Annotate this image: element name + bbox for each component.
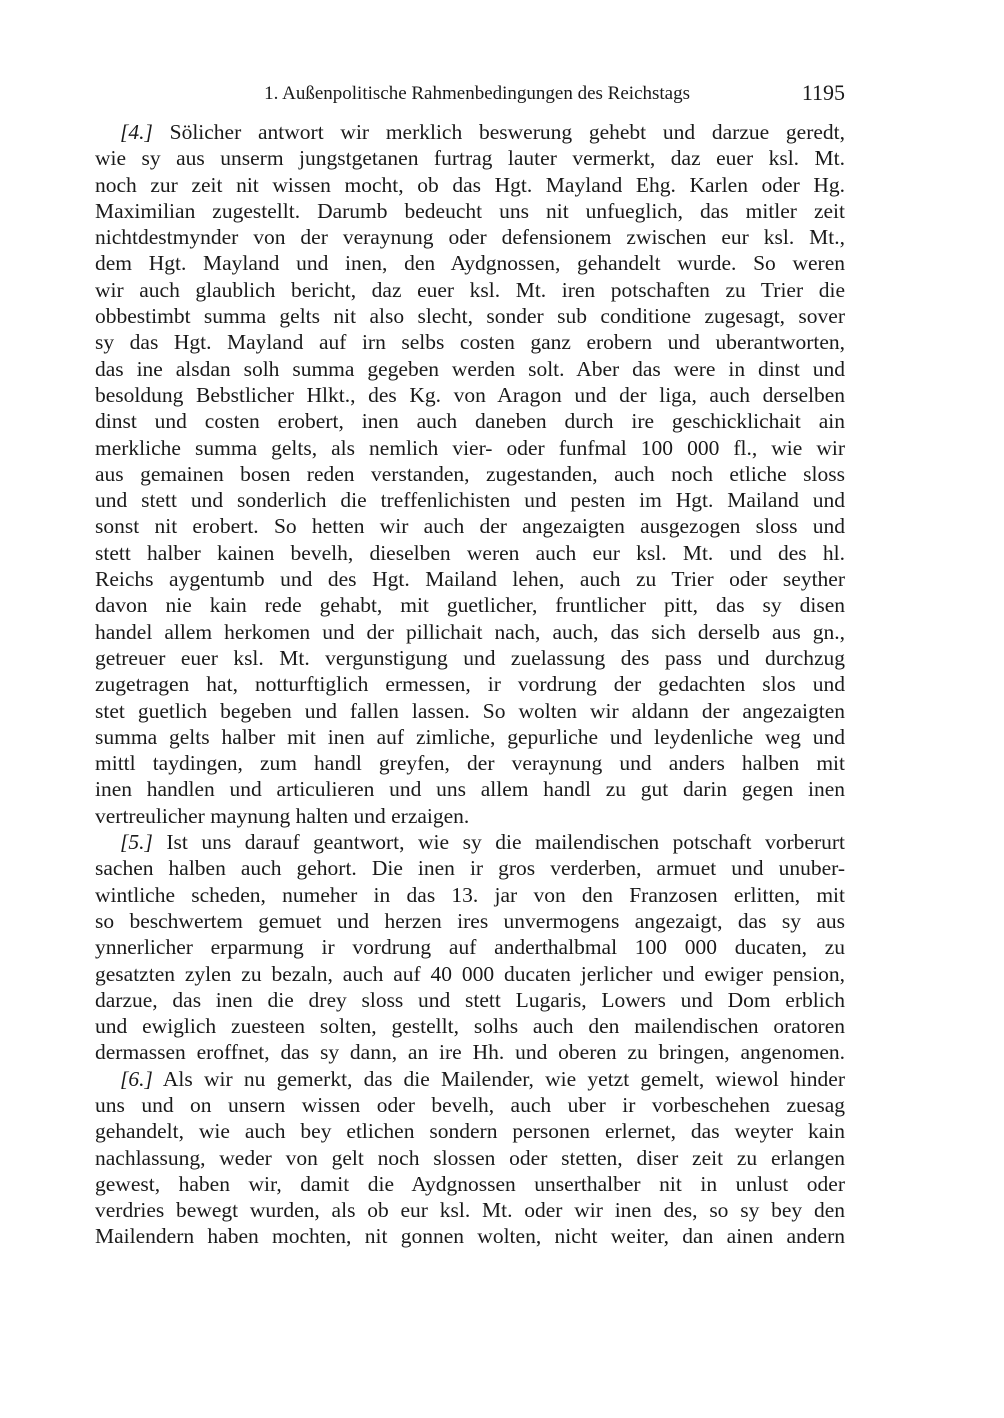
text-line: stet guetlich begeben und fallen lassen. So wolten wir aldann der angezaigten — [95, 698, 845, 723]
text-line: so beschwertem gemuet und herzen ires unvermogens angezaigt, das sy aus — [95, 908, 845, 933]
text-line: noch zur zeit nit wissen mocht, ob das Hgt. Mayland Ehg. Karlen oder Hg. — [95, 172, 845, 197]
text-line: das ine alsdan solh summa gegeben werden solt. Aber das were in dinst und — [95, 356, 845, 381]
text-line: vertreulicher maynung halten und erzaigen. — [95, 803, 470, 828]
text-line — [95, 829, 845, 855]
line-text: Ist uns darauf geantwort, wie sy die mailendischen potschaft vorberurt — [166, 830, 845, 855]
text-line: besoldung Bebstlicher Hlkt., des Kg. von Aragon und der liga, auch derselben — [95, 382, 845, 407]
text-line: wie sy aus unserm jungstgetanen furtrag lauter vermerkt, daz euer ksl. Mt. — [95, 146, 845, 171]
text-line: mittl taydingen, zum handl greyfen, der veraynung und anders halben mit — [95, 751, 845, 776]
paragraph-4 — [95, 119, 845, 829]
text-line: wintliche scheden, numeher in das 13. jar von den Franzosen erlitten, mit — [95, 882, 845, 907]
text-line: merkliche summa gelts, als nemlich vier- oder funfmal 100 000 fl., wie wir — [95, 435, 845, 460]
text-line: dem Hgt. Mayland und inen, den Aydgnossen, gehandelt wurde. So weren — [95, 251, 845, 276]
text-line: und ewiglich zuesteen solten, gestellt, solhs auch den mailendischen oratoren — [95, 1014, 845, 1039]
paragraph-marker: [4.] — [120, 120, 153, 144]
text-line: uns und on unsern wissen oder bevelh, auch uber ir vorbeschehen zuesag — [95, 1092, 845, 1117]
text-line: gewest, haben wir, damit die Aydgnossen unserthalber nit in unlust oder — [95, 1171, 845, 1196]
text-line: zugetragen hat, notturftiglich ermessen, ir vordrung der gedachten slos und — [95, 672, 845, 697]
text-line: Mailendern haben mochten, nit gonnen wolten, nicht weiter, dan ainen andern — [95, 1224, 845, 1249]
text-line: aus gemainen bosen reden verstanden, zugestanden, auch noch etliche sloss — [95, 461, 845, 486]
paragraph-marker: [6.] — [120, 1066, 153, 1091]
paragraph-marker: [5.] — [120, 830, 153, 855]
paragraph-5 — [95, 829, 845, 1066]
text-line: summa gelts halber mit inen auf zimliche, gepurliche und leydenliche weg und — [95, 724, 845, 749]
text-line: sy das Hgt. Mayland auf irn selbs costen ganz erobern und uberantworten, — [95, 330, 845, 355]
text-line: gehandelt, wie auch bey etlichen sondern personen erlernet, das weyter kain — [95, 1119, 845, 1144]
line-text: Als wir nu gemerkt, das die Mailender, wie yetzt gemelt, wiewol hinder — [162, 1066, 845, 1091]
running-head — [95, 80, 845, 110]
text-line: dermassen eroffnet, das sy dann, an ire Hh. und oberen zu bringen, angenomen. — [95, 1040, 845, 1065]
text-line: ynnerlicher erparmung ir vordrung auf anderthalbmal 100 000 ducaten, zu — [95, 935, 845, 960]
text-line: nachlassung, weder von gelt noch slossen oder stetten, diser zeit zu erlangen — [95, 1145, 845, 1170]
text-line: nichtdestmynder von der veraynung oder defensionem zwischen eur ksl. Mt., — [95, 225, 845, 250]
text-line: Maximilian zugestellt. Darumb bedeucht uns nit unfueglich, das mitler zeit — [95, 198, 845, 223]
text-line: handel allem herkomen und der pillichait nach, auch, das sich derselb aus gn., — [95, 619, 845, 644]
text-line — [95, 1066, 845, 1092]
text-line: obbestimbt summa gelts nit also slecht, sonder sub conditione zugesagt, sover — [95, 304, 845, 329]
text-line: darzue, das inen die drey sloss und stett Lugaris, Lowers und Dom erblich — [95, 987, 845, 1012]
text-line: getreuer euer ksl. Mt. vergunstigung und zuelassung des pass und durchzug — [95, 645, 845, 670]
line-text: Sölicher antwort wir merklich beswerung gehebt und darzue geredt, — [169, 120, 845, 144]
text-line: sonst nit erobert. So hetten wir auch der angezaigten ausgezogen sloss und — [95, 514, 845, 539]
text-line: sachen halben auch gehort. Die inen ir gros verderben, armuet und unuber- — [95, 856, 845, 881]
paragraph-6 — [95, 1066, 845, 1250]
text-line: und stett und sonderlich die treffenlichisten und pesten im Hgt. Mailand und — [95, 488, 845, 513]
body-text — [95, 119, 845, 1250]
text-line: Reichs aygentumb und des Hgt. Mailand lehen, auch zu Trier oder seyther — [95, 567, 845, 592]
text-line: wir auch glaublich bericht, daz euer ksl. Mt. iren potschaften zu Trier die — [95, 277, 845, 302]
text-line: gesatzten zylen zu bezaln, auch auf 40 000 ducaten jerlicher und ewiger pension, — [95, 961, 845, 986]
text-line: verdries bewegt wurden, als ob eur ksl. Mt. oder wir inen des, so sy bey den — [95, 1198, 845, 1223]
text-line: dinst und costen erobert, inen auch daneben durch ire geschicklichait ain — [95, 409, 845, 434]
text-line — [95, 119, 845, 145]
running-title: 1. Außenpolitische Rahmenbedingungen des Reichstags — [264, 83, 690, 104]
text-line: inen handlen und articulieren und uns allem handl zu gut darin gegen inen — [95, 777, 845, 802]
text-line: davon nie kain rede gehabt, mit guetlicher, fruntlicher pitt, das sy disen — [95, 593, 845, 618]
text-line: stett halber kainen bevelh, dieselben weren auch eur ksl. Mt. und des hl. — [95, 540, 845, 565]
page-number: 1195 — [801, 80, 845, 105]
